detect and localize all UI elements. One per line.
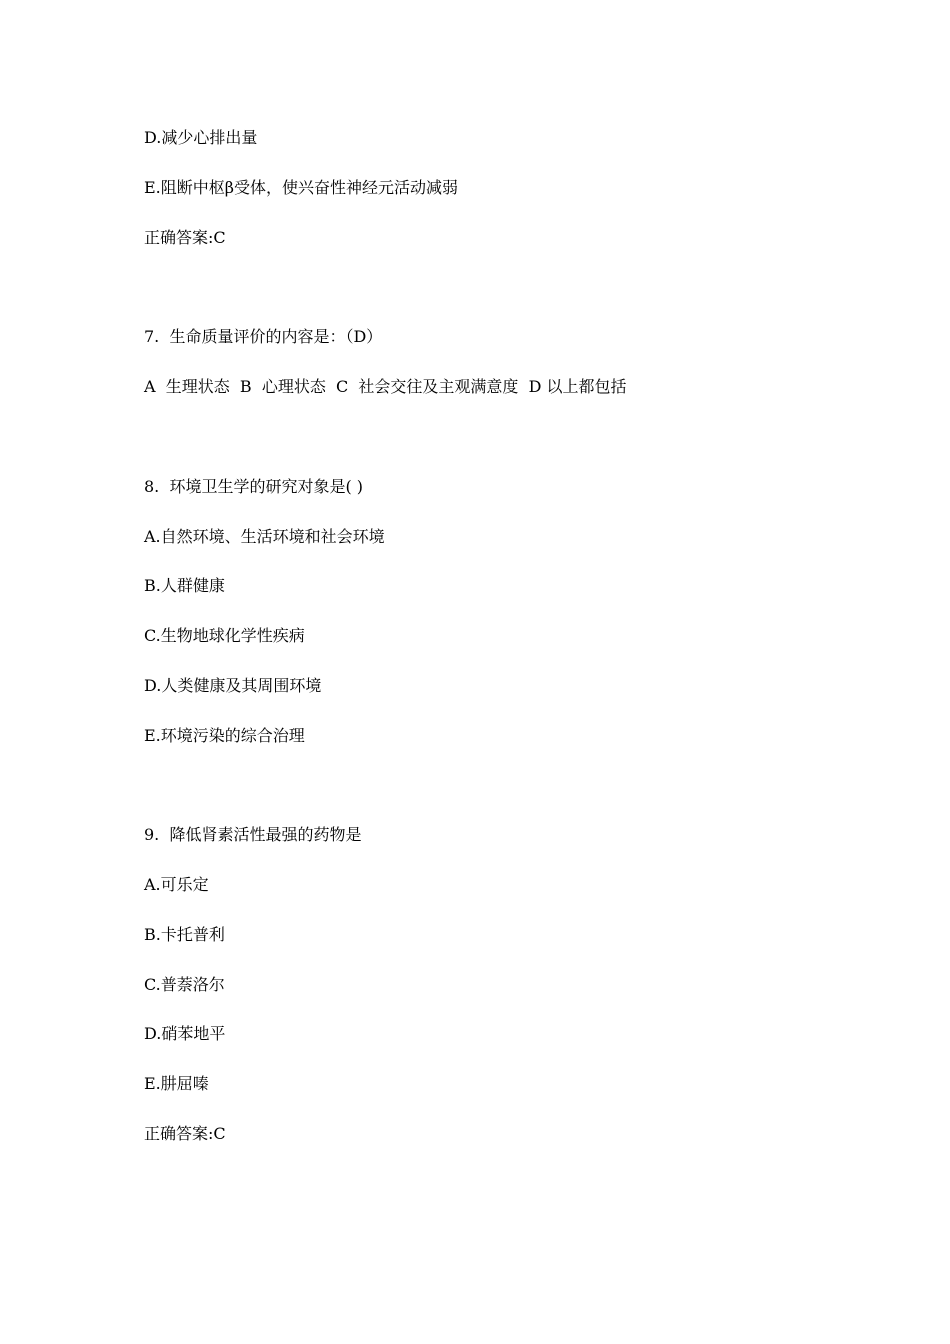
q8-option-a: A.自然环境、生活环境和社会环境 (144, 527, 385, 546)
q9-option-d: D.硝苯地平 (144, 1024, 226, 1043)
q9-option-c: C.普萘洛尔 (144, 975, 225, 994)
q8-option-c: C.生物地球化学性疾病 (144, 626, 305, 645)
q9-option-b: B.卡托普利 (144, 925, 225, 944)
q9-question: 9. 降低肾素活性最强的药物是 (144, 825, 362, 844)
q8-option-b: B.人群健康 (144, 576, 225, 595)
q8-option-d: D.人类健康及其周围环境 (144, 676, 322, 695)
q9-option-e: E.肼屈嗪 (144, 1074, 209, 1093)
q9-answer: 正确答案:C (144, 1124, 226, 1143)
q8-question: 8. 环境卫生学的研究对象是( ) (144, 477, 364, 496)
q7-question: 7. 生命质量评价的内容是：（D） (144, 327, 383, 346)
q8-option-e: E.环境污染的综合治理 (144, 726, 305, 745)
q9-option-a: A.可乐定 (144, 875, 209, 894)
q6-option-d: D.减少心排出量 (144, 128, 258, 147)
q6-answer: 正确答案:C (144, 228, 226, 247)
q6-option-e: E.阻断中枢β受体，使兴奋性神经元活动减弱 (144, 178, 459, 197)
q7-options: A 生理状态 B 心理状态 C 社会交往及主观满意度 D 以上都包括 (144, 377, 627, 396)
